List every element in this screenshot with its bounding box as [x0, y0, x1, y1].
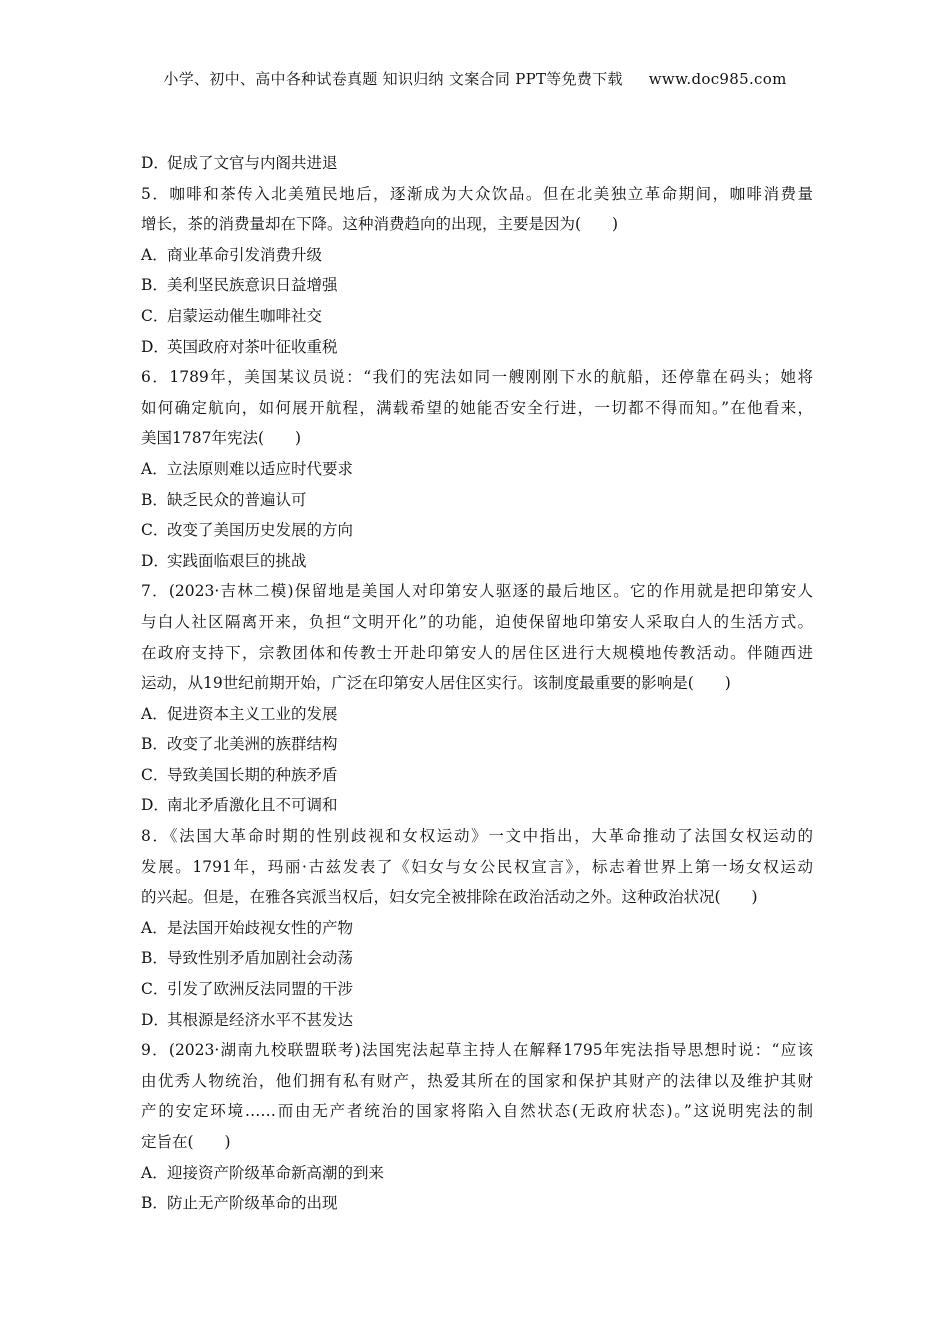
question-7-option-b: [141, 729, 813, 760]
option-letter: B．: [141, 735, 168, 754]
option-text: 导致美国长期的种族矛盾: [167, 765, 338, 784]
header-site: www.doc985.com: [648, 70, 787, 88]
question-5-line-2: 增长，茶的消费量却在下降。这种消费趋向的出现，主要是因为( ): [141, 215, 619, 234]
option-text: 英国政府对茶叶征收重税: [167, 337, 338, 356]
question-8-line-1: 8．《法国大革命时期的性别歧视和女权运动》一文中指出，大革命推动了法国女权运动的: [141, 827, 813, 846]
question-5-option-a: [141, 240, 813, 271]
option-letter: D．: [141, 154, 169, 172]
header-text: 小学、初中、高中各种试卷真题 知识归纳 文案合同 PPT等免费下载: [163, 70, 623, 88]
question-5-line-1: 5．咖啡和茶传入北美殖民地后，逐渐成为大众饮品。但在北美独立革命期间，咖啡消费量: [141, 184, 813, 203]
question-5-option-d: [141, 332, 813, 363]
question-8-option-b: [141, 943, 813, 974]
question-8-option-c: [141, 974, 813, 1005]
option-letter: B．: [141, 949, 168, 968]
option-letter: D．: [141, 796, 169, 815]
option-letter: B．: [141, 1194, 168, 1213]
option-text: 立法原则难以适应时代要求: [167, 459, 354, 478]
question-7-option-a: [141, 699, 813, 730]
option-letter: C．: [141, 765, 169, 784]
option-text: 导致性别矛盾加剧社会动荡: [167, 949, 354, 968]
question-9-line-4: 定旨在( ): [141, 1133, 231, 1151]
option-letter: C．: [141, 980, 169, 999]
option-text: 防止无产阶级革命的出现: [167, 1194, 338, 1213]
option-letter: A．: [141, 918, 168, 937]
option-text: 促成了文官与内阁共进退: [167, 154, 338, 172]
option-text: 迎接资产阶级革命新高潮的到来: [167, 1163, 385, 1182]
option-text: 其根源是经济水平不甚发达: [167, 1010, 354, 1029]
question-6: [141, 362, 813, 576]
option-text: 改变了美国历史发展的方向: [167, 521, 354, 540]
question-5: [141, 179, 813, 363]
option-text: 是法国开始歧视女性的产物: [167, 918, 354, 937]
option-text: 商业革命引发消费升级: [167, 245, 323, 264]
option-letter: B．: [141, 490, 168, 509]
question-7-line-1: 7．(2023·吉林二模)保留地是美国人对印第安人驱逐的最后地区。它的作用就是把印第安人: [141, 582, 813, 601]
question-7-option-d: [141, 790, 813, 821]
option-text: 促进资本主义工业的发展: [167, 704, 338, 723]
option-text: 南北矛盾激化且不可调和: [167, 796, 338, 815]
question-7-option-c: [141, 760, 813, 791]
question-5-option-b: [141, 270, 813, 301]
question-7-line-2: 与白人社区隔离开来，负担“文明开化”的功能，迫使保留地印第安人采取白人的生活方式。: [141, 612, 813, 631]
question-8: [141, 821, 813, 1035]
option-text: 实践面临艰巨的挑战: [167, 551, 307, 570]
question-6-line-2: 如何确定航向，如何展开航程，满载希望的她能否安全行进，一切都不得而知。”在他看来，: [141, 398, 813, 417]
option-letter: A．: [141, 1163, 168, 1182]
question-5-option-c: [141, 301, 813, 332]
question-9-option-b: [141, 1188, 813, 1219]
question-7-line-3: 在政府支持下，宗教团体和传教士开赴印第安人的居住区进行大规模地传教活动。伴随西进: [141, 643, 813, 662]
option-letter: C．: [141, 521, 169, 540]
option-letter: A．: [141, 459, 168, 478]
option-text: 缺乏民众的普遍认可: [167, 490, 307, 509]
option-letter: A．: [141, 704, 168, 723]
question-8-line-2: 发展。1791年，玛丽·古兹发表了《妇女与女公民权宣言》，标志着世界上第一场女权运动: [141, 857, 813, 876]
option-text: 引发了欧洲反法同盟的干涉: [167, 980, 354, 999]
question-6-line-1: 6．1789年，美国某议员说：“我们的宪法如同一艘刚刚下水的航船，还停靠在码头；她将: [141, 368, 813, 387]
page-header: [0, 68, 950, 89]
question-7: [141, 576, 813, 821]
option-letter: C．: [141, 306, 169, 325]
option-letter: B．: [141, 276, 168, 295]
option-text: 启蒙运动催生咖啡社交: [167, 306, 323, 325]
question-9-option-a: [141, 1158, 813, 1189]
question-6-option-b: [141, 485, 813, 516]
question-6-option-d: [141, 546, 813, 577]
prev-option-d: [141, 148, 813, 179]
question-6-line-3: 美国1787年宪法( ): [141, 429, 302, 448]
question-8-option-d: [141, 1005, 813, 1036]
question-6-option-c: [141, 515, 813, 546]
question-content: [141, 148, 813, 1219]
option-letter: D．: [141, 551, 169, 570]
question-8-line-3: 的兴起。但是，在雅各宾派当权后，妇女完全被排除在政治活动之外。这种政治状况( ): [141, 888, 758, 907]
question-9-line-2: 由优秀人物统治，他们拥有私有财产，热爱其所在的国家和保护其财产的法律以及维护其财: [141, 1071, 813, 1090]
question-9-line-3: 产的安定环境……而由无产者统治的国家将陷入自然状态(无政府状态)。”这说明宪法的制: [141, 1102, 813, 1121]
option-letter: D．: [141, 337, 169, 356]
option-letter: D．: [141, 1010, 169, 1029]
question-8-option-a: [141, 913, 813, 944]
option-letter: A．: [141, 245, 168, 264]
option-text: 美利坚民族意识日益增强: [167, 276, 338, 295]
question-9-line-1: 9．(2023·湖南九校联盟联考)法国宪法起草主持人在解释1795年宪法指导思想时说：“应该: [141, 1041, 813, 1060]
question-9: [141, 1035, 813, 1219]
question-7-line-4: 运动，从19世纪前期开始，广泛在印第安人居住区实行。该制度最重要的影响是( ): [141, 674, 731, 693]
question-6-option-a: [141, 454, 813, 485]
option-text: 改变了北美洲的族群结构: [167, 735, 338, 754]
